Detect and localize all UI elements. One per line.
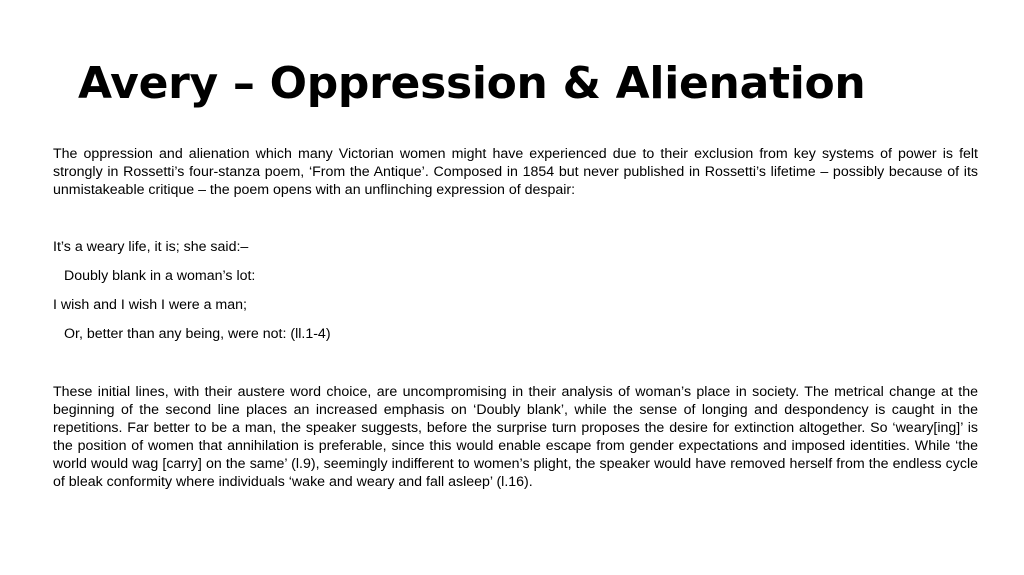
intro-paragraph: The oppression and alienation which many Victorian women might have experienced due to their exclusion from key systems of power is felt strongly in Rossetti’s four-stanza poem, ‘From the Antique’. Composed in 1854 but never published in Rossetti’s lifetime – possibly because of its unmistakeable critique – the poem opens with an unflinching expression of despair: (53, 146, 978, 198)
spacer (53, 343, 978, 383)
poem-line-3: I wish and I wish I were a man; (53, 297, 247, 313)
poem-line-2: Doubly blank in a woman’s lot: (64, 268, 256, 284)
poem-line-1: It’s a weary life, it is; she said:– (53, 239, 249, 255)
poem-line-4: Or, better than any being, were not: (ll.1-4) (64, 326, 331, 342)
analysis-paragraph: These initial lines, with their austere word choice, are uncompromising in their analysis of woman’s place in society. The metrical change at the beginning of the second line places an increased emphasis on ‘Doubly blank’, while the sense of longing and despondency is caught in the repetitions. Far better to be a man, the speaker suggests, before the surprise turn proposes the desire for extinction altogether. So ‘weary[ing]’ is the position of women that annihilation is preferable, since this would enable escape from gender expectations and imposed identities. While ‘the world would wag [carry] on the same’ (l.9), seemingly indifferent to women’s plight, the speaker would have removed herself from the endless cycle of bleak conformity where individuals ‘wake and weary and fall asleep’ (l.16). (53, 384, 978, 490)
slide-body (53, 145, 978, 491)
slide-title: Avery – Oppression & Alienation (78, 58, 866, 109)
poem-quote (53, 238, 978, 343)
spacer (53, 199, 978, 238)
